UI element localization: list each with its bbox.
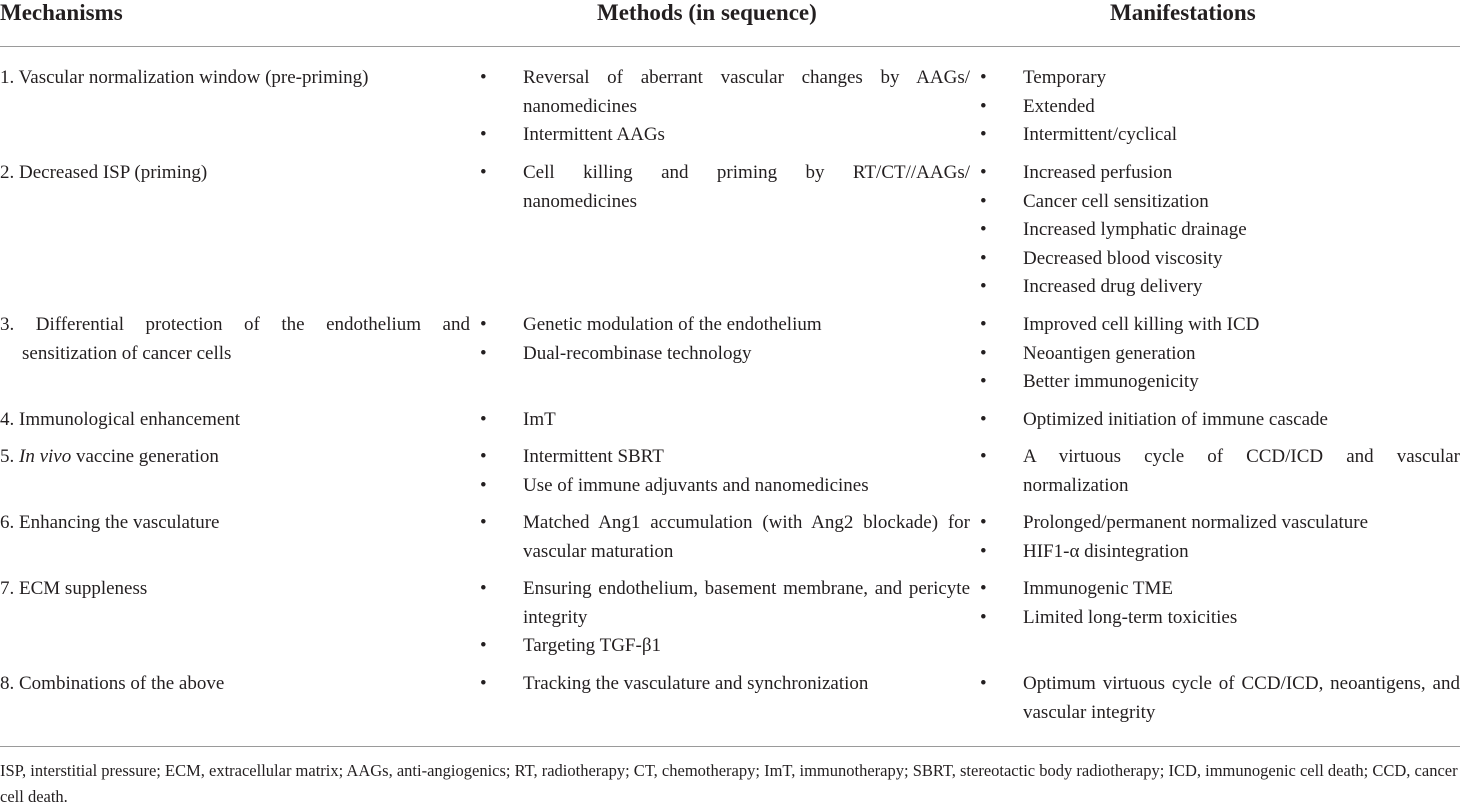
manifestations-cell <box>980 159 1460 302</box>
mechanism-cell: 8. Combinations of the above <box>0 673 225 694</box>
method-item: • Dual-recombinase technology <box>480 340 970 369</box>
manifestation-item: • Optimum virtuous cycle of CCD/ICD, neoantigens, and vascular integrity <box>980 670 1460 727</box>
table-header <box>0 0 1460 46</box>
method-item: • Intermittent AAGs <box>480 121 970 150</box>
mechanism-cell: 4. Immunological enhancement <box>0 409 241 430</box>
method-item: • Tracking the vasculature and synchronization <box>480 670 970 699</box>
manifestations-cell <box>980 406 1460 435</box>
manifestation-item: • Better immunogenicity <box>980 368 1460 397</box>
manifestation-item: • A virtuous cycle of CCD/ICD and vascular normalization <box>980 443 1460 500</box>
header-mechanisms: Mechanisms <box>0 0 123 25</box>
manifestations-cell <box>980 311 1460 397</box>
mechanism-cell: 6. Enhancing the vasculature <box>0 512 220 533</box>
manifestation-item: • Prolonged/permanent normalized vasculature <box>980 509 1460 538</box>
manifestation-item: • Increased drug delivery <box>980 273 1460 302</box>
mechanism-text: vaccine generation <box>71 446 219 467</box>
mechanism-line: 3. Differential protection of the endothelium and <box>0 314 470 335</box>
manifestation-item: • Cancer cell sensitization <box>980 188 1460 217</box>
methods-cell <box>480 159 970 216</box>
manifestations-cell <box>980 443 1460 500</box>
manifestation-item: • Increased perfusion <box>980 159 1460 188</box>
mechanism-italic: In vivo <box>19 446 72 467</box>
manifestation-item: • Temporary <box>980 64 1460 93</box>
methods-cell <box>480 443 970 500</box>
manifestations-cell <box>980 64 1460 150</box>
manifestation-item: • Neoantigen generation <box>980 340 1460 369</box>
mechanism-number: 5. <box>0 446 19 467</box>
mechanism-cell <box>0 443 470 472</box>
footer-divider <box>0 746 1460 747</box>
mechanism-line: sensitization of cancer cells <box>22 342 232 364</box>
header-methods: Methods (in sequence) <box>597 0 817 25</box>
manifestation-item: • Immunogenic TME <box>980 575 1460 604</box>
method-item: • Matched Ang1 accumulation (with Ang2 blockade) for vascular maturation <box>480 509 970 566</box>
method-item: • Cell killing and priming by RT/CT//AAGs/ nanomedicines <box>480 159 970 216</box>
methods-cell <box>480 406 970 435</box>
manifestations-cell <box>980 670 1460 727</box>
method-item: • Genetic modulation of the endothelium <box>480 311 970 340</box>
methods-cell <box>480 509 970 566</box>
header-manifestations: Manifestations <box>1110 0 1256 25</box>
manifestation-item: • Optimized initiation of immune cascade <box>980 406 1460 435</box>
manifestations-cell <box>980 575 1460 632</box>
manifestation-item: • Limited long-term toxicities <box>980 604 1460 633</box>
mechanism-cell: 1. Vascular normalization window (pre-priming) <box>0 67 369 88</box>
mechanism-cell <box>0 311 470 368</box>
manifestation-item: • Decreased blood viscosity <box>980 245 1460 274</box>
method-item: • Use of immune adjuvants and nanomedicines <box>480 472 970 501</box>
manifestation-item: • HIF1-α disintegration <box>980 538 1460 567</box>
manifestation-item: • Intermittent/cyclical <box>980 121 1460 150</box>
manifestation-item: • Increased lymphatic drainage <box>980 216 1460 245</box>
manifestation-item: • Improved cell killing with ICD <box>980 311 1460 340</box>
header-divider <box>0 46 1460 47</box>
method-item: • Ensuring endothelium, basement membrane, and pericyte integrity <box>480 575 970 632</box>
method-item: • Targeting TGF-β1 <box>480 632 970 661</box>
method-item: • Reversal of aberrant vascular changes by AAGs/ nanomedicines <box>480 64 970 121</box>
methods-cell <box>480 575 970 661</box>
manifestations-cell <box>980 509 1460 566</box>
methods-cell <box>480 670 970 699</box>
method-item: • ImT <box>480 406 970 435</box>
methods-cell <box>480 64 970 150</box>
method-item: • Intermittent SBRT <box>480 443 970 472</box>
manifestation-item: • Extended <box>980 93 1460 122</box>
methods-cell <box>480 311 970 368</box>
table-footnote: ISP, interstitial pressure; ECM, extracellular matrix; AAGs, anti-angiogenics; RT, radiotherapy; CT, chemotherapy; ImT, immunotherapy; SBRT, stereotactic body radiotherapy; ICD, immunogenic cell death; CCD, cancer cell death. <box>0 761 1458 806</box>
mechanism-cell: 2. Decreased ISP (priming) <box>0 162 208 183</box>
mechanism-cell: 7. ECM suppleness <box>0 578 148 599</box>
